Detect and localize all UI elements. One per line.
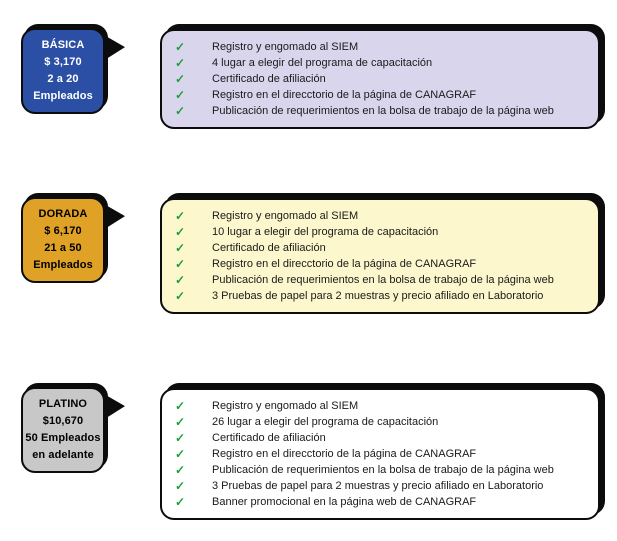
tier-bubble-body xyxy=(21,387,105,473)
benefit-text: 10 lugar a elegir del programa de capacitación xyxy=(212,226,439,238)
benefit-text: 3 Pruebas de papel para 2 muestras y precio afiliado en Laboratorio xyxy=(212,480,544,492)
benefit-item xyxy=(172,398,588,414)
benefit-item xyxy=(172,494,588,510)
checkmark-icon: ✓ xyxy=(175,289,186,303)
benefit-item xyxy=(172,430,588,446)
benefits-list xyxy=(172,398,588,510)
benefit-text: 4 lugar a elegir del programa de capacitación xyxy=(212,57,433,69)
checkmark-icon: ✓ xyxy=(175,72,186,86)
tier-size-line1: 2 a 20 xyxy=(47,73,79,85)
checkmark-icon: ✓ xyxy=(175,225,186,239)
benefit-item xyxy=(172,446,588,462)
checkmark-icon: ✓ xyxy=(175,40,186,54)
benefit-text: 3 Pruebas de papel para 2 muestras y precio afiliado en Laboratorio xyxy=(212,290,544,302)
benefit-item xyxy=(172,256,588,272)
checkmark-icon: ✓ xyxy=(175,241,186,255)
benefits-panel xyxy=(160,198,600,314)
benefit-item xyxy=(172,71,588,87)
benefit-text: Registro y engomado al SIEM xyxy=(212,400,359,412)
tier-name: PLATINO xyxy=(38,398,88,410)
benefit-item xyxy=(172,272,588,288)
benefit-text: Registro y engomado al SIEM xyxy=(212,41,359,53)
benefit-text: Certificado de afiliación xyxy=(212,432,326,444)
benefit-item xyxy=(172,288,588,304)
checkmark-icon: ✓ xyxy=(175,463,186,477)
checkmark-icon: ✓ xyxy=(175,399,186,413)
tier-name: BÁSICA xyxy=(41,39,85,51)
benefits-list xyxy=(172,208,588,304)
tier-bubble-body xyxy=(21,197,105,283)
tier-size-line2: en adelante xyxy=(32,449,94,461)
benefit-text: Publicación de requerimientos en la bolsa de trabajo de la página web xyxy=(212,105,554,117)
benefit-item xyxy=(172,240,588,256)
benefit-text: Registro en el direcctorio de la página de CANAGRAF xyxy=(212,89,477,101)
benefit-text: Banner promocional en la página web de CANAGRAF xyxy=(212,496,477,508)
checkmark-icon: ✓ xyxy=(175,415,186,429)
benefit-text: Publicación de requerimientos en la bolsa de trabajo de la página web xyxy=(212,464,554,476)
benefit-item xyxy=(172,462,588,478)
checkmark-icon: ✓ xyxy=(175,209,186,223)
benefit-item xyxy=(172,224,588,240)
checkmark-icon: ✓ xyxy=(175,273,186,287)
benefit-text: Certificado de afiliación xyxy=(212,73,326,85)
tier-size-line2: Empleados xyxy=(33,90,93,102)
tier-size-line1: 21 a 50 xyxy=(44,242,82,254)
tier-bubble xyxy=(21,197,105,283)
tier-price: $10,670 xyxy=(42,415,84,427)
tier-price: $ 6,170 xyxy=(44,225,82,237)
tier-size-line2: Empleados xyxy=(33,259,93,271)
checkmark-icon: ✓ xyxy=(175,479,186,493)
tier-price: $ 3,170 xyxy=(44,56,82,68)
tier-bubble xyxy=(21,28,105,114)
tier-name: DORADA xyxy=(38,208,88,220)
checkmark-icon: ✓ xyxy=(175,88,186,102)
benefit-item xyxy=(172,39,588,55)
checkmark-icon: ✓ xyxy=(175,56,186,70)
checkmark-icon: ✓ xyxy=(175,104,186,118)
benefits-panel xyxy=(160,29,600,129)
benefit-text: Registro en el direcctorio de la página de CANAGRAF xyxy=(212,448,477,460)
benefit-item xyxy=(172,87,588,103)
benefit-text: Registro en el direcctorio de la página de CANAGRAF xyxy=(212,258,477,270)
benefit-item xyxy=(172,55,588,71)
benefits-list xyxy=(172,39,588,119)
checkmark-icon: ✓ xyxy=(175,431,186,445)
tier-bubble-body xyxy=(21,28,105,114)
benefit-text: Publicación de requerimientos en la bolsa de trabajo de la página web xyxy=(212,274,554,286)
benefit-text: Certificado de afiliación xyxy=(212,242,326,254)
checkmark-icon: ✓ xyxy=(175,257,186,271)
benefit-text: 26 lugar a elegir del programa de capacitación xyxy=(212,416,439,428)
benefit-item xyxy=(172,103,588,119)
benefit-text: Registro y engomado al SIEM xyxy=(212,210,359,222)
tier-size-line1: 50 Empleados xyxy=(25,432,101,444)
tier-bubble xyxy=(21,387,105,473)
benefit-item xyxy=(172,414,588,430)
checkmark-icon: ✓ xyxy=(175,447,186,461)
benefit-item xyxy=(172,478,588,494)
benefit-item xyxy=(172,208,588,224)
checkmark-icon: ✓ xyxy=(175,495,186,509)
benefits-panel xyxy=(160,388,600,520)
